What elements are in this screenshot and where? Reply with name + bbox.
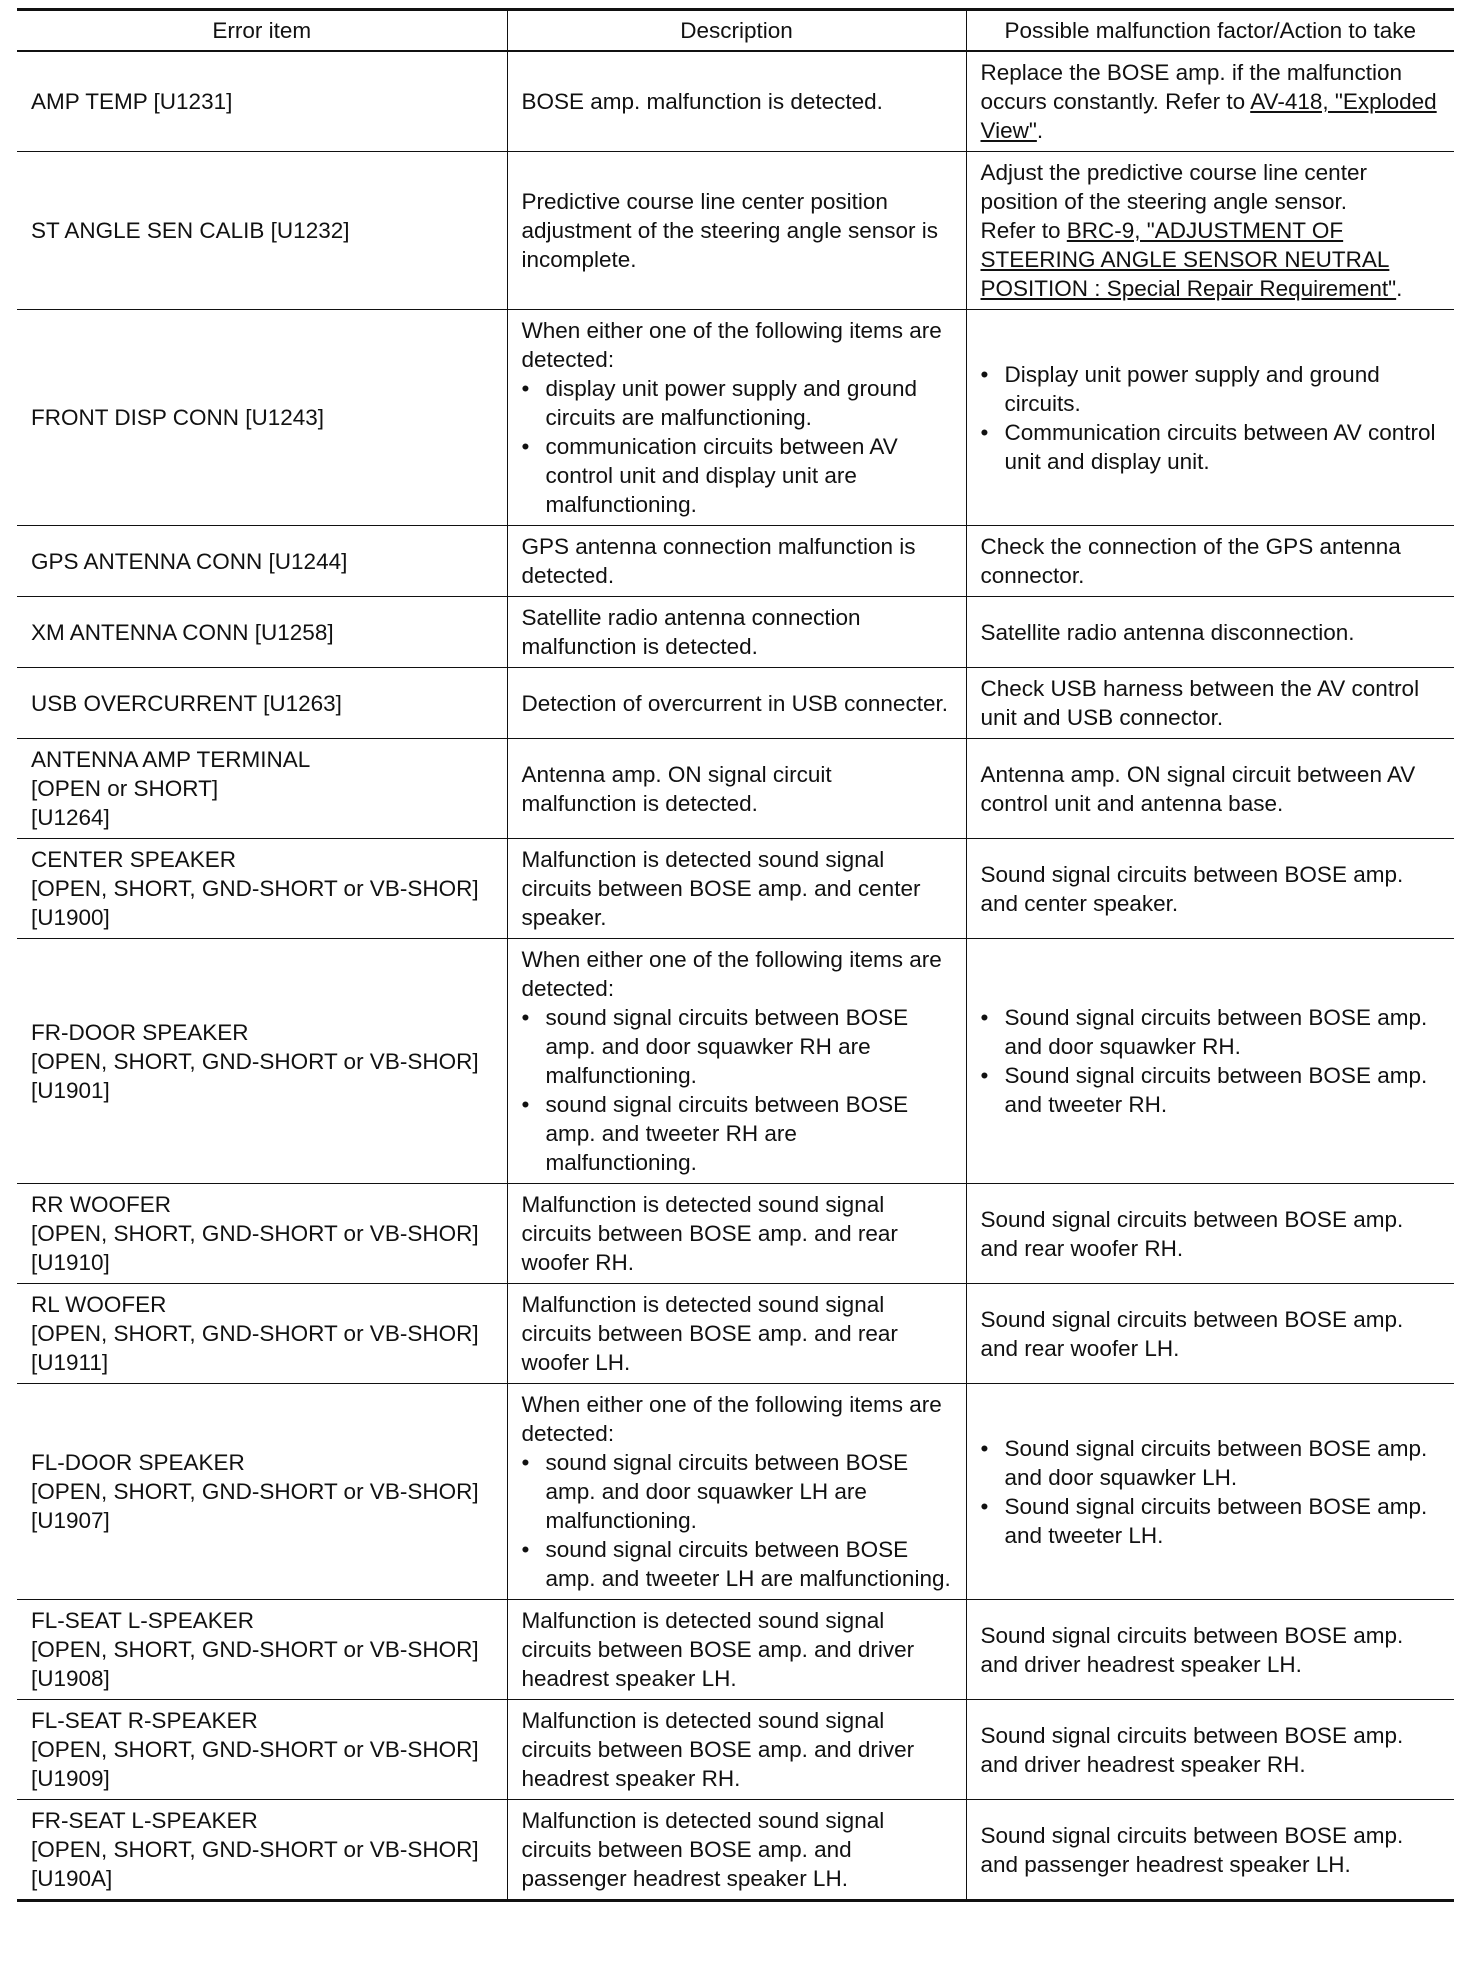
error-item-line: [U1911]	[31, 1350, 109, 1375]
description-cell	[507, 1184, 966, 1284]
action-cell	[966, 839, 1454, 939]
action-text: Sound signal circuits between BOSE amp. and passenger headrest speaker LH.	[980, 1822, 1404, 1877]
bullet-icon: •	[980, 419, 989, 445]
bullet-icon: •	[521, 1537, 530, 1562]
error-item-line: [U1907]	[31, 1508, 110, 1533]
description-cell	[507, 1600, 966, 1700]
description-text: Predictive course line center position adjustment of the steering angle sensor is incomplete.	[521, 189, 938, 272]
error-item-line: ST ANGLE SEN CALIB [U1232]	[31, 218, 350, 243]
action-bullet-item	[981, 418, 1441, 476]
table-row	[17, 1184, 1454, 1284]
description-bullet-text: sound signal circuits between BOSE amp. and tweeter LH are malfunctioning.	[545, 1537, 951, 1591]
description-cell	[507, 1700, 966, 1800]
error-item-line: [U1910]	[31, 1250, 110, 1275]
description-bullet-item	[522, 1448, 952, 1535]
error-item-line: FL-DOOR SPEAKER	[31, 1450, 245, 1475]
description-cell	[507, 1800, 966, 1901]
description-text: Detection of overcurrent in USB connecter.	[521, 690, 948, 716]
error-item-line: [OPEN, SHORT, GND-SHORT or VB-SHOR]	[31, 1221, 479, 1246]
error-item-cell	[17, 1184, 507, 1284]
error-item-cell	[17, 939, 507, 1184]
description-cell	[507, 526, 966, 597]
action-cell	[966, 1384, 1454, 1600]
error-item-cell	[17, 597, 507, 668]
action-cell	[966, 597, 1454, 668]
action-cell	[966, 1800, 1454, 1901]
action-bullet-item	[981, 1434, 1441, 1492]
action-cell	[966, 310, 1454, 526]
error-item-line: USB OVERCURRENT [U1263]	[31, 690, 342, 716]
action-bullet-item	[981, 1003, 1441, 1061]
error-item-line: [U190A]	[31, 1866, 113, 1891]
error-item-line: [OPEN, SHORT, GND-SHORT or VB-SHOR]	[31, 1737, 479, 1762]
error-item-line: RR WOOFER	[31, 1192, 171, 1217]
action-cell	[966, 939, 1454, 1184]
bullet-icon: •	[980, 1063, 989, 1088]
table-body	[17, 51, 1454, 1901]
table-row	[17, 51, 1454, 152]
table-row	[17, 839, 1454, 939]
action-bullet-item	[981, 360, 1441, 418]
reference-link[interactable]: BRC-9, "ADJUSTMENT OF STEERING ANGLE SENSOR NEUTRAL POSITION : Special Repair Requirement"	[980, 218, 1397, 301]
header-error-item: Error item	[17, 10, 507, 52]
bullet-icon: •	[980, 1435, 989, 1461]
action-cell	[966, 51, 1454, 152]
error-item-line: [OPEN, SHORT, GND-SHORT or VB-SHOR]	[31, 1837, 479, 1862]
bullet-icon: •	[521, 376, 530, 401]
error-item-cell	[17, 668, 507, 739]
table-row	[17, 739, 1454, 839]
action-text: Refer to	[980, 218, 1067, 243]
error-item-line: [OPEN, SHORT, GND-SHORT or VB-SHOR]	[31, 1479, 479, 1504]
action-text: Check the connection of the GPS antenna connector.	[980, 534, 1401, 588]
error-item-cell	[17, 1600, 507, 1700]
error-item-line: GPS ANTENNA CONN [U1244]	[31, 548, 348, 574]
action-cell	[966, 668, 1454, 739]
description-cell	[507, 51, 966, 152]
description-text: Malfunction is detected sound signal circuits between BOSE amp. and driver headrest speaker LH.	[521, 1608, 915, 1691]
table-row	[17, 597, 1454, 668]
action-text: Sound signal circuits between BOSE amp. and driver headrest speaker RH.	[980, 1722, 1404, 1777]
bullet-icon: •	[521, 434, 530, 459]
description-intro: When either one of the following items are detected:	[521, 1392, 942, 1446]
description-bullet-item	[522, 1535, 952, 1593]
table-row	[17, 1800, 1454, 1901]
description-text: BOSE amp. malfunction is detected.	[521, 89, 883, 114]
description-text: Malfunction is detected sound signal circuits between BOSE amp. and rear woofer RH.	[521, 1192, 898, 1275]
error-table-document	[17, 8, 1454, 1902]
error-item-cell	[17, 51, 507, 152]
description-text: Malfunction is detected sound signal circuits between BOSE amp. and rear woofer LH.	[521, 1292, 898, 1375]
error-item-line: CENTER SPEAKER	[31, 847, 237, 872]
action-text: Replace the BOSE amp. if the malfunction occurs constantly. Refer to	[980, 60, 1402, 114]
error-item-line: [U1908]	[31, 1666, 110, 1691]
description-bullet-item	[522, 374, 952, 432]
error-item-line: FRONT DISP CONN [U1243]	[31, 405, 324, 430]
description-text: Malfunction is detected sound signal circuits between BOSE amp. and driver headrest speaker RH.	[521, 1708, 915, 1791]
action-bullet-item	[981, 1061, 1441, 1119]
bullet-icon: •	[980, 1493, 989, 1519]
action-cell	[966, 1284, 1454, 1384]
action-text: Antenna amp. ON signal circuit between AV control unit and antenna base.	[980, 761, 1416, 816]
description-text: GPS antenna connection malfunction is detected.	[521, 534, 916, 588]
table-row	[17, 1700, 1454, 1800]
description-text: Malfunction is detected sound signal circuits between BOSE amp. and passenger headrest speaker LH.	[521, 1808, 885, 1891]
error-item-line: [OPEN, SHORT, GND-SHORT or VB-SHOR]	[31, 1048, 479, 1074]
action-text: .	[1396, 276, 1403, 301]
error-item-line: FR-SEAT L-SPEAKER	[31, 1808, 258, 1833]
table-row	[17, 526, 1454, 597]
error-item-line: [U1900]	[31, 905, 110, 930]
action-text: Sound signal circuits between BOSE amp. and rear woofer RH.	[980, 1206, 1404, 1261]
description-bullet-text: sound signal circuits between BOSE amp. and door squawker LH are malfunctioning.	[545, 1450, 909, 1533]
error-item-line: [OPEN or SHORT]	[31, 776, 219, 801]
error-item-line: [U1909]	[31, 1766, 110, 1791]
error-item-cell	[17, 310, 507, 526]
error-item-line: [OPEN, SHORT, GND-SHORT or VB-SHOR]	[31, 1321, 479, 1346]
description-cell	[507, 839, 966, 939]
error-item-line: [U1264]	[31, 805, 110, 830]
action-bullet-text: Communication circuits between AV control unit and display unit.	[1004, 419, 1436, 474]
table-row	[17, 668, 1454, 739]
table-row	[17, 152, 1454, 310]
error-item-line: [U1901]	[31, 1077, 110, 1103]
description-bullet-item	[522, 432, 952, 519]
action-text: Sound signal circuits between BOSE amp. and center speaker.	[980, 861, 1404, 916]
error-item-line: AMP TEMP [U1231]	[31, 89, 233, 114]
description-cell	[507, 1384, 966, 1600]
description-intro: When either one of the following items are detected:	[521, 947, 942, 1001]
description-bullet-text: display unit power supply and ground circuits are malfunctioning.	[545, 376, 917, 430]
error-item-cell	[17, 739, 507, 839]
description-cell	[507, 310, 966, 526]
bullet-icon: •	[980, 1005, 989, 1030]
description-bullet-text: sound signal circuits between BOSE amp. and tweeter RH are malfunctioning.	[545, 1092, 909, 1175]
error-item-line: XM ANTENNA CONN [U1258]	[31, 619, 334, 645]
error-item-line: [OPEN, SHORT, GND-SHORT or VB-SHOR]	[31, 876, 479, 901]
reference-link[interactable]: AV-418, "Exploded View"	[980, 89, 1437, 143]
action-bullet-item	[981, 1492, 1441, 1550]
description-cell	[507, 1284, 966, 1384]
error-item-cell	[17, 839, 507, 939]
table-row	[17, 939, 1454, 1184]
action-cell	[966, 1184, 1454, 1284]
bullet-icon: •	[980, 361, 989, 387]
bullet-icon: •	[521, 1005, 530, 1030]
action-cell	[966, 1600, 1454, 1700]
action-cell	[966, 739, 1454, 839]
description-cell	[507, 152, 966, 310]
action-bullet-text: Sound signal circuits between BOSE amp. and door squawker LH.	[1004, 1435, 1428, 1490]
table-row	[17, 1384, 1454, 1600]
table-row	[17, 310, 1454, 526]
error-item-cell	[17, 1384, 507, 1600]
error-item-line: ANTENNA AMP TERMINAL	[31, 747, 311, 772]
error-item-cell	[17, 1800, 507, 1901]
description-bullet-text: communication circuits between AV control unit and display unit are malfunctioning.	[545, 434, 898, 517]
action-bullet-text: Sound signal circuits between BOSE amp. and door squawker RH.	[1004, 1005, 1428, 1059]
error-item-line: RL WOOFER	[31, 1292, 167, 1317]
description-bullet-item	[522, 1090, 952, 1177]
action-bullet-text: Sound signal circuits between BOSE amp. and tweeter RH.	[1004, 1063, 1428, 1117]
error-item-cell	[17, 526, 507, 597]
action-text: Satellite radio antenna disconnection.	[980, 619, 1355, 645]
description-text: Malfunction is detected sound signal circuits between BOSE amp. and center speaker.	[521, 847, 921, 930]
description-intro: When either one of the following items are detected:	[521, 318, 942, 372]
action-cell	[966, 152, 1454, 310]
bullet-icon: •	[521, 1092, 530, 1117]
error-item-line: [OPEN, SHORT, GND-SHORT or VB-SHOR]	[31, 1637, 479, 1662]
action-text: Sound signal circuits between BOSE amp. and rear woofer LH.	[980, 1306, 1404, 1361]
description-cell	[507, 597, 966, 668]
action-text: Adjust the predictive course line center position of the steering angle sensor.	[980, 160, 1367, 214]
description-text: Antenna amp. ON signal circuit malfunction is detected.	[521, 761, 832, 816]
header-description: Description	[507, 10, 966, 52]
description-bullet-text: sound signal circuits between BOSE amp. and door squawker RH are malfunctioning.	[545, 1005, 909, 1088]
bullet-icon: •	[521, 1450, 530, 1475]
action-cell	[966, 1700, 1454, 1800]
table-row	[17, 1600, 1454, 1700]
description-cell	[507, 668, 966, 739]
error-item-cell	[17, 1284, 507, 1384]
action-bullet-text: Sound signal circuits between BOSE amp. and tweeter LH.	[1004, 1493, 1428, 1548]
action-text: .	[1036, 118, 1044, 143]
error-item-line: FL-SEAT R-SPEAKER	[31, 1708, 258, 1733]
error-item-line: FL-SEAT L-SPEAKER	[31, 1608, 254, 1633]
action-cell	[966, 526, 1454, 597]
description-text: Satellite radio antenna connection malfunction is detected.	[521, 605, 861, 659]
table-header-row	[17, 10, 1454, 52]
description-cell	[507, 739, 966, 839]
error-item-line: FR-DOOR SPEAKER	[31, 1019, 249, 1045]
error-item-cell	[17, 1700, 507, 1800]
description-bullet-item	[522, 1003, 952, 1090]
action-text: Sound signal circuits between BOSE amp. and driver headrest speaker LH.	[980, 1622, 1404, 1677]
error-table	[17, 8, 1454, 1902]
header-action: Possible malfunction factor/Action to take	[966, 10, 1454, 52]
action-text: Check USB harness between the AV control unit and USB connector.	[980, 676, 1420, 730]
error-item-cell	[17, 152, 507, 310]
action-bullet-text: Display unit power supply and ground circuits.	[1004, 361, 1380, 416]
table-row	[17, 1284, 1454, 1384]
description-cell	[507, 939, 966, 1184]
